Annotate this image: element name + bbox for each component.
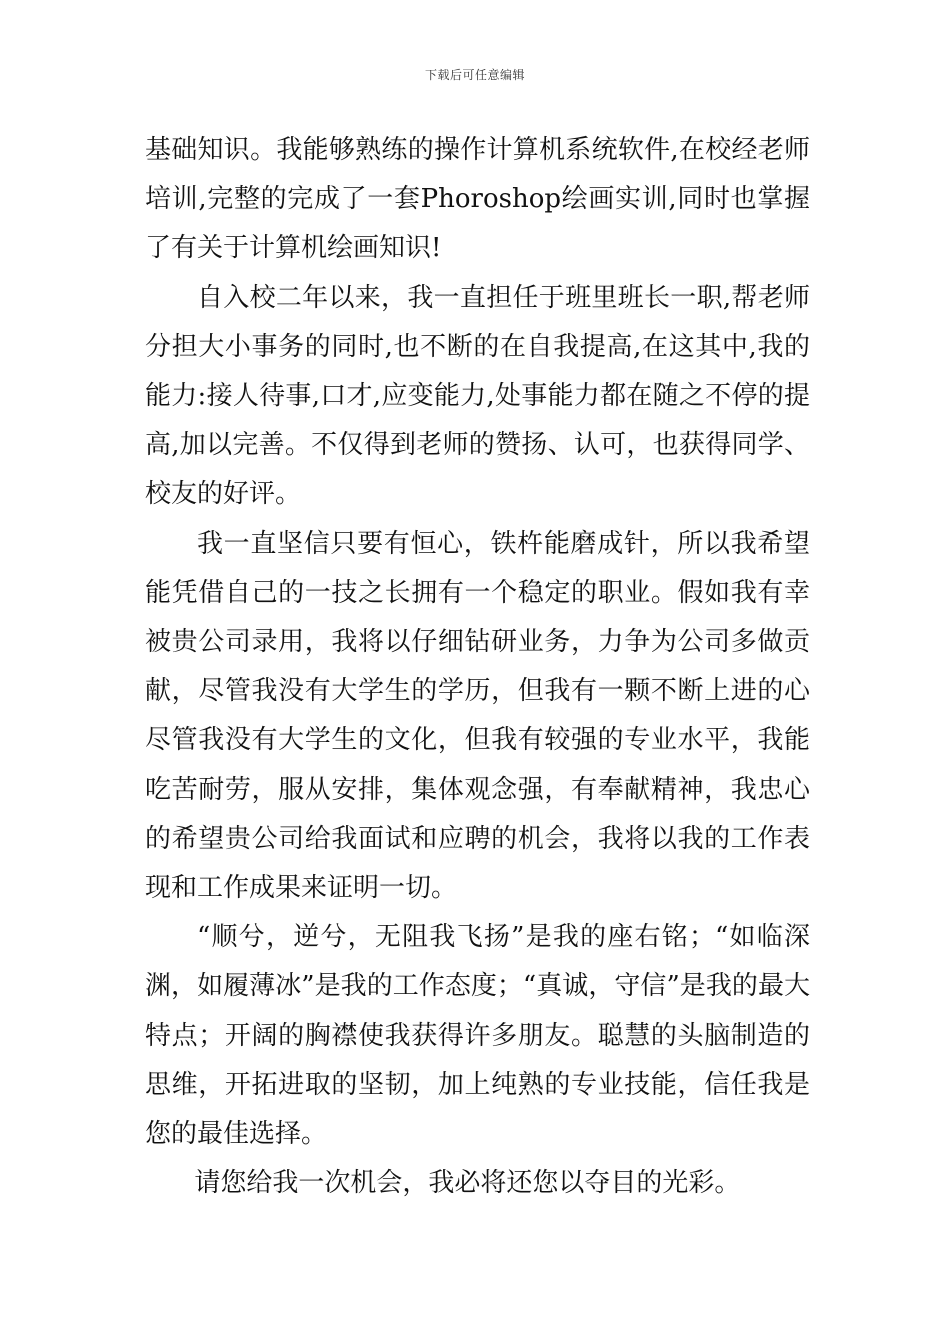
document-body: [145, 126, 810, 1208]
paragraph-1: 基础知识。我能够熟练的操作计算机系统软件,在校经老师培训,完整的完成了一套Phoroshop绘画实训,同时也掌握了有关于计算机绘画知识!: [145, 135, 810, 264]
page-header-note: 下载后可任意编辑: [424, 68, 525, 82]
paragraph-2: 自入校二年以来，我一直担任于班里班长一职,帮老师分担大小事务的同时,也不断的在自我提高,在这其中,我的能力:接人待事,口才,应变能力,处事能力都在随之不停的提高,加以完善。不仅得到老师的赞扬、认可，也获得同学、校友的好评。: [145, 282, 810, 510]
paragraph-5: 请您给我一次机会，我必将还您以夺目的光彩。: [194, 1168, 741, 1199]
paragraph-4: “顺兮，逆兮，无阻我飞扬”是我的座右铭；“如临深渊，如履薄冰”是我的工作态度；“真诚，守信”是我的最大特点；开阔的胸襟使我获得许多朋友。聪慧的头脑制造的思维，开拓进取的坚韧，加上纯熟的专业技能，信任我是您的最佳选择。: [145, 922, 810, 1150]
paragraph-3: 我一直坚信只要有恒心，铁杵能磨成针，所以我希望能凭借自己的一技之长拥有一个稳定的职业。假如我有幸被贵公司录用，我将以仔细钻研业务，力争为公司多做贡献，尽管我没有大学生的学历，但我有一颗不断上进的心尽管我没有大学生的文化，但我有较强的专业水平，我能吃苦耐劳，服从安排，集体观念强，有奉献精神，我忠心的希望贵公司给我面试和应聘的机会，我将以我的工作表现和工作成果来证明一切。: [145, 528, 810, 904]
